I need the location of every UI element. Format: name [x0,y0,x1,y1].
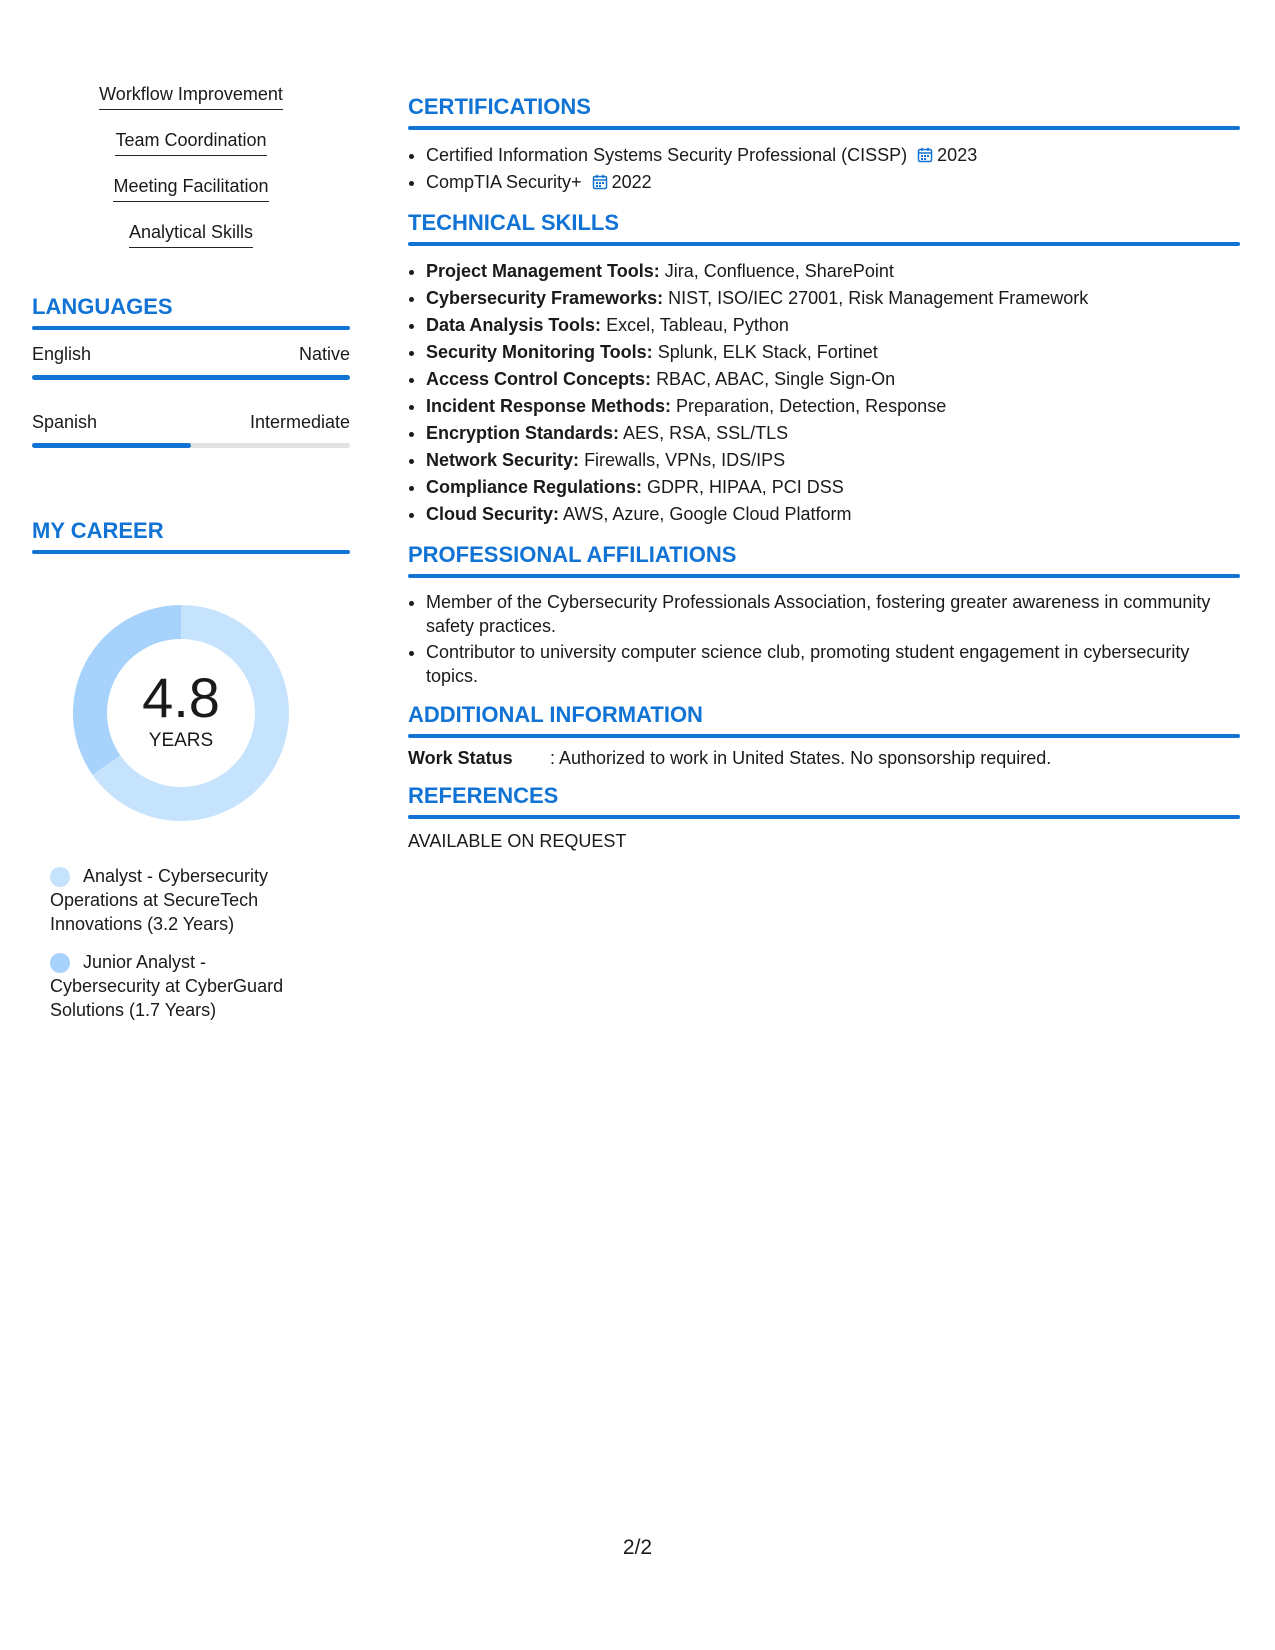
skill-category: Cloud Security: [426,504,560,524]
calendar-icon [592,174,608,190]
work-status-label: Work Status [408,748,513,768]
skill-item: Team Coordination [115,130,266,156]
skill-category: Encryption Standards: [426,423,620,443]
skill-values: AES, RSA, SSL/TLS [623,423,789,443]
certification-name: CompTIA Security+ [426,172,582,192]
references-text: AVAILABLE ON REQUEST [408,831,627,851]
affiliations-list [408,590,1240,688]
career-total-years: 4.8 [142,666,220,729]
skill-values: RBAC, ABAC, Single Sign-On [656,369,896,389]
career-section [32,518,350,1022]
skill-category: Data Analysis Tools: [426,315,602,335]
section-title: MY CAREER [32,518,164,543]
affiliation-item: • Member of the Cybersecurity Professionals Association, fostering greater awareness in community safety practices. [426,590,1240,638]
affiliations-section [408,542,1240,688]
skill-category: Security Monitoring Tools: [426,342,653,362]
skills-list [32,84,350,268]
skill-category: Access Control Concepts: [426,369,652,389]
references-section [408,783,1240,852]
legend-label: Junior Analyst - Cybersecurity at CyberGuard Solutions (1.7 Years) [50,952,284,1020]
language-item [32,344,350,380]
work-status-value: : Authorized to work in United States. No sponsorship required. [550,748,1052,768]
section-divider [408,815,1240,819]
technical-skill-item [426,312,1240,339]
career-legend [50,864,310,1022]
legend-item [50,950,310,1022]
technical-skill-item [426,474,1240,501]
skill-category: Compliance Regulations: [426,477,643,497]
skill-values: AWS, Azure, Google Cloud Platform [563,504,852,524]
certification-year: 2022 [611,172,652,192]
certifications-list [408,142,1240,196]
calendar-icon [917,147,933,163]
legend-dot [50,953,70,973]
skill-values: GDPR, HIPAA, PCI DSS [647,477,844,497]
technical-skill-item [426,420,1240,447]
section-divider [408,242,1240,246]
technical-skills-section [408,210,1240,528]
skill-category: Cybersecurity Frameworks: [426,288,664,308]
skill-category: Incident Response Methods: [426,396,672,416]
language-level: Intermediate [249,412,350,432]
section-title: TECHNICAL SKILLS [408,210,620,235]
section-divider [408,126,1240,130]
technical-skill-item [426,366,1240,393]
affiliation-item: • Contributor to university computer science club, promoting student engagement in cybersecurity topics. [426,640,1240,688]
languages-section [32,294,350,448]
career-donut-chart [66,598,296,828]
section-divider [408,734,1240,738]
left-column [32,84,350,1036]
certification-item [426,169,1240,196]
skill-values: Jira, Confluence, SharePoint [664,261,894,281]
skill-values: Splunk, ELK Stack, Fortinet [657,342,878,362]
language-bar [32,375,350,380]
language-level: Native [298,344,350,364]
skill-item: Meeting Facilitation [113,176,268,202]
language-name: Spanish [32,412,98,432]
certifications-section [408,94,1240,196]
certification-year: 2023 [937,145,978,165]
donut-center [66,668,296,752]
legend-label: Analyst - Cybersecurity Operations at SecureTech Innovations (3.2 Years) [50,866,269,934]
technical-skill-item [426,285,1240,312]
skill-category: Network Security: [426,450,580,470]
section-title: CERTIFICATIONS [408,94,591,119]
section-title: PROFESSIONAL AFFILIATIONS [408,542,737,567]
skill-values: Firewalls, VPNs, IDS/IPS [584,450,786,470]
technical-skills-list [408,258,1240,528]
section-divider [408,574,1240,578]
technical-skill-item [426,447,1240,474]
technical-skill-item [426,393,1240,420]
language-name: English [32,344,92,364]
certification-name: Certified Information Systems Security Professional (CISSP) [426,145,908,165]
section-divider [32,326,350,330]
language-item [32,412,350,448]
right-column [408,94,1240,852]
skill-item: Analytical Skills [129,222,253,248]
skill-values: Preparation, Detection, Response [676,396,947,416]
language-bar [32,443,350,448]
section-divider [32,550,350,554]
work-status-row [408,748,1240,769]
certification-item [426,142,1240,169]
additional-info-section [408,702,1240,769]
skill-category: Project Management Tools: [426,261,660,281]
skill-values: NIST, ISO/IEC 27001, Risk Management Framework [668,288,1089,308]
language-bar-fill [32,375,350,380]
career-total-unit: YEARS [148,730,214,751]
technical-skill-item [426,258,1240,285]
technical-skill-item [426,339,1240,366]
section-title: LANGUAGES [32,294,173,319]
legend-item [50,864,310,936]
legend-dot [50,867,70,887]
page-indicator: 2/2 [622,1536,653,1559]
skill-item: Workflow Improvement [99,84,283,110]
section-title: REFERENCES [408,783,559,808]
skill-values: Excel, Tableau, Python [606,315,789,335]
section-title: ADDITIONAL INFORMATION [408,702,703,727]
language-bar-fill [32,443,191,448]
technical-skill-item [426,501,1240,528]
